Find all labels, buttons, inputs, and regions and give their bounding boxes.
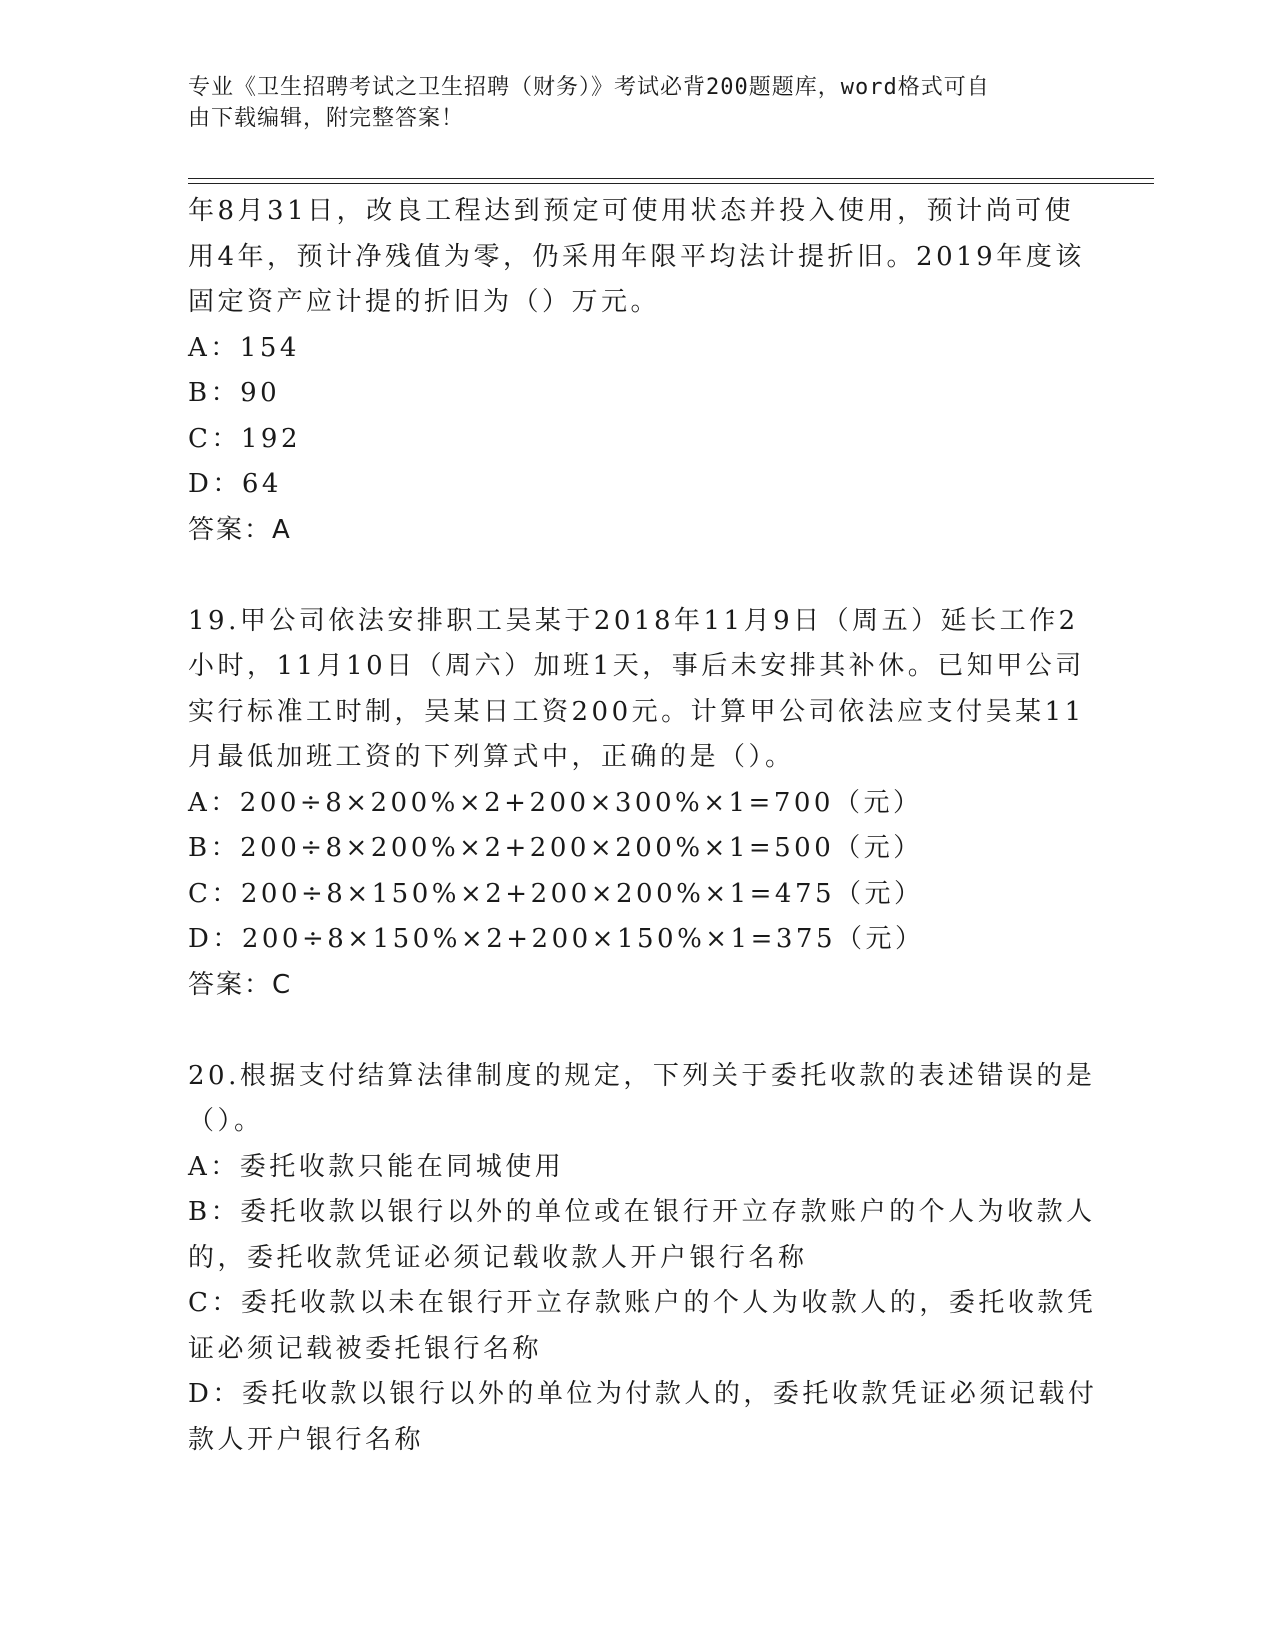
option-c: C：200÷8×150%×2+200×200%×1=475（元） [188, 878, 924, 909]
question-stem-line: 年8月31日，改良工程达到预定可使用状态并投入使用，预计尚可使 [188, 196, 1075, 226]
question-stem-line: （）。 [188, 1106, 264, 1136]
question-list [188, 189, 1098, 1463]
header-divider-bottom [188, 183, 1154, 184]
question-19 [188, 599, 1085, 1009]
option-d: D：委托收款以银行以外的单位为付款人的，委托收款凭证必须记载付 [188, 1379, 1098, 1409]
document-header [188, 72, 1068, 134]
option-a: A：154 [188, 332, 300, 363]
question-stem-line: 19.甲公司依法安排职工吴某于2018年11月9日（周五）延长工作2 [188, 605, 1079, 636]
option-b: B：200÷8×200%×2+200×200%×1=500（元） [188, 833, 923, 863]
option-b: B：90 [188, 378, 281, 408]
header-divider-top [188, 178, 1154, 179]
question-stem-line: 实行标准工时制，吴某日工资200元。计算甲公司依法应支付吴某11 [188, 696, 1085, 727]
option-a: A：200÷8×200%×2+200×300%×1=700（元） [188, 787, 923, 818]
header-line-2: 由下载编辑，附完整答案！ [188, 106, 465, 131]
option-b-continued: 的，委托收款凭证必须记载收款人开户银行名称 [188, 1242, 808, 1273]
question-stem-line: 固定资产应计提的折旧为（）万元。 [188, 287, 661, 317]
option-c: C：委托收款以未在银行开立存款账户的个人为收款人的，委托收款凭 [188, 1288, 1097, 1318]
option-d: D：64 [188, 469, 282, 499]
question-stem-line: 小时，11月10日（周六）加班1天，事后未安排其补休。已知甲公司 [188, 651, 1085, 681]
question-20 [188, 1054, 1098, 1464]
question-stem-line: 用4年，预计净残值为零，仍采用年限平均法计提折旧。2019年度该 [188, 241, 1085, 272]
option-c-continued: 证必须记载被委托银行名称 [188, 1333, 543, 1364]
answer-label: 答案：A [188, 514, 292, 545]
option-d-continued: 款人开户银行名称 [188, 1424, 425, 1455]
option-b: B：委托收款以银行以外的单位或在银行开立存款账户的个人为收款人 [188, 1197, 1096, 1227]
answer-label: 答案：C [188, 969, 293, 1000]
option-d: D：200÷8×150%×2+200×150%×1=375（元） [188, 924, 925, 954]
question-stem-line: 20.根据支付结算法律制度的规定，下列关于委托收款的表述错误的是 [188, 1060, 1096, 1091]
question-stem-line: 月最低加班工资的下列算式中，正确的是（）。 [188, 742, 795, 772]
option-c: C：192 [188, 423, 302, 454]
question-18 [188, 189, 1085, 553]
option-a: A：委托收款只能在同城使用 [188, 1151, 565, 1182]
header-line-1: 专业《卫生招聘考试之卫生招聘（财务）》考试必背200题题库，word格式可自 [188, 75, 990, 100]
